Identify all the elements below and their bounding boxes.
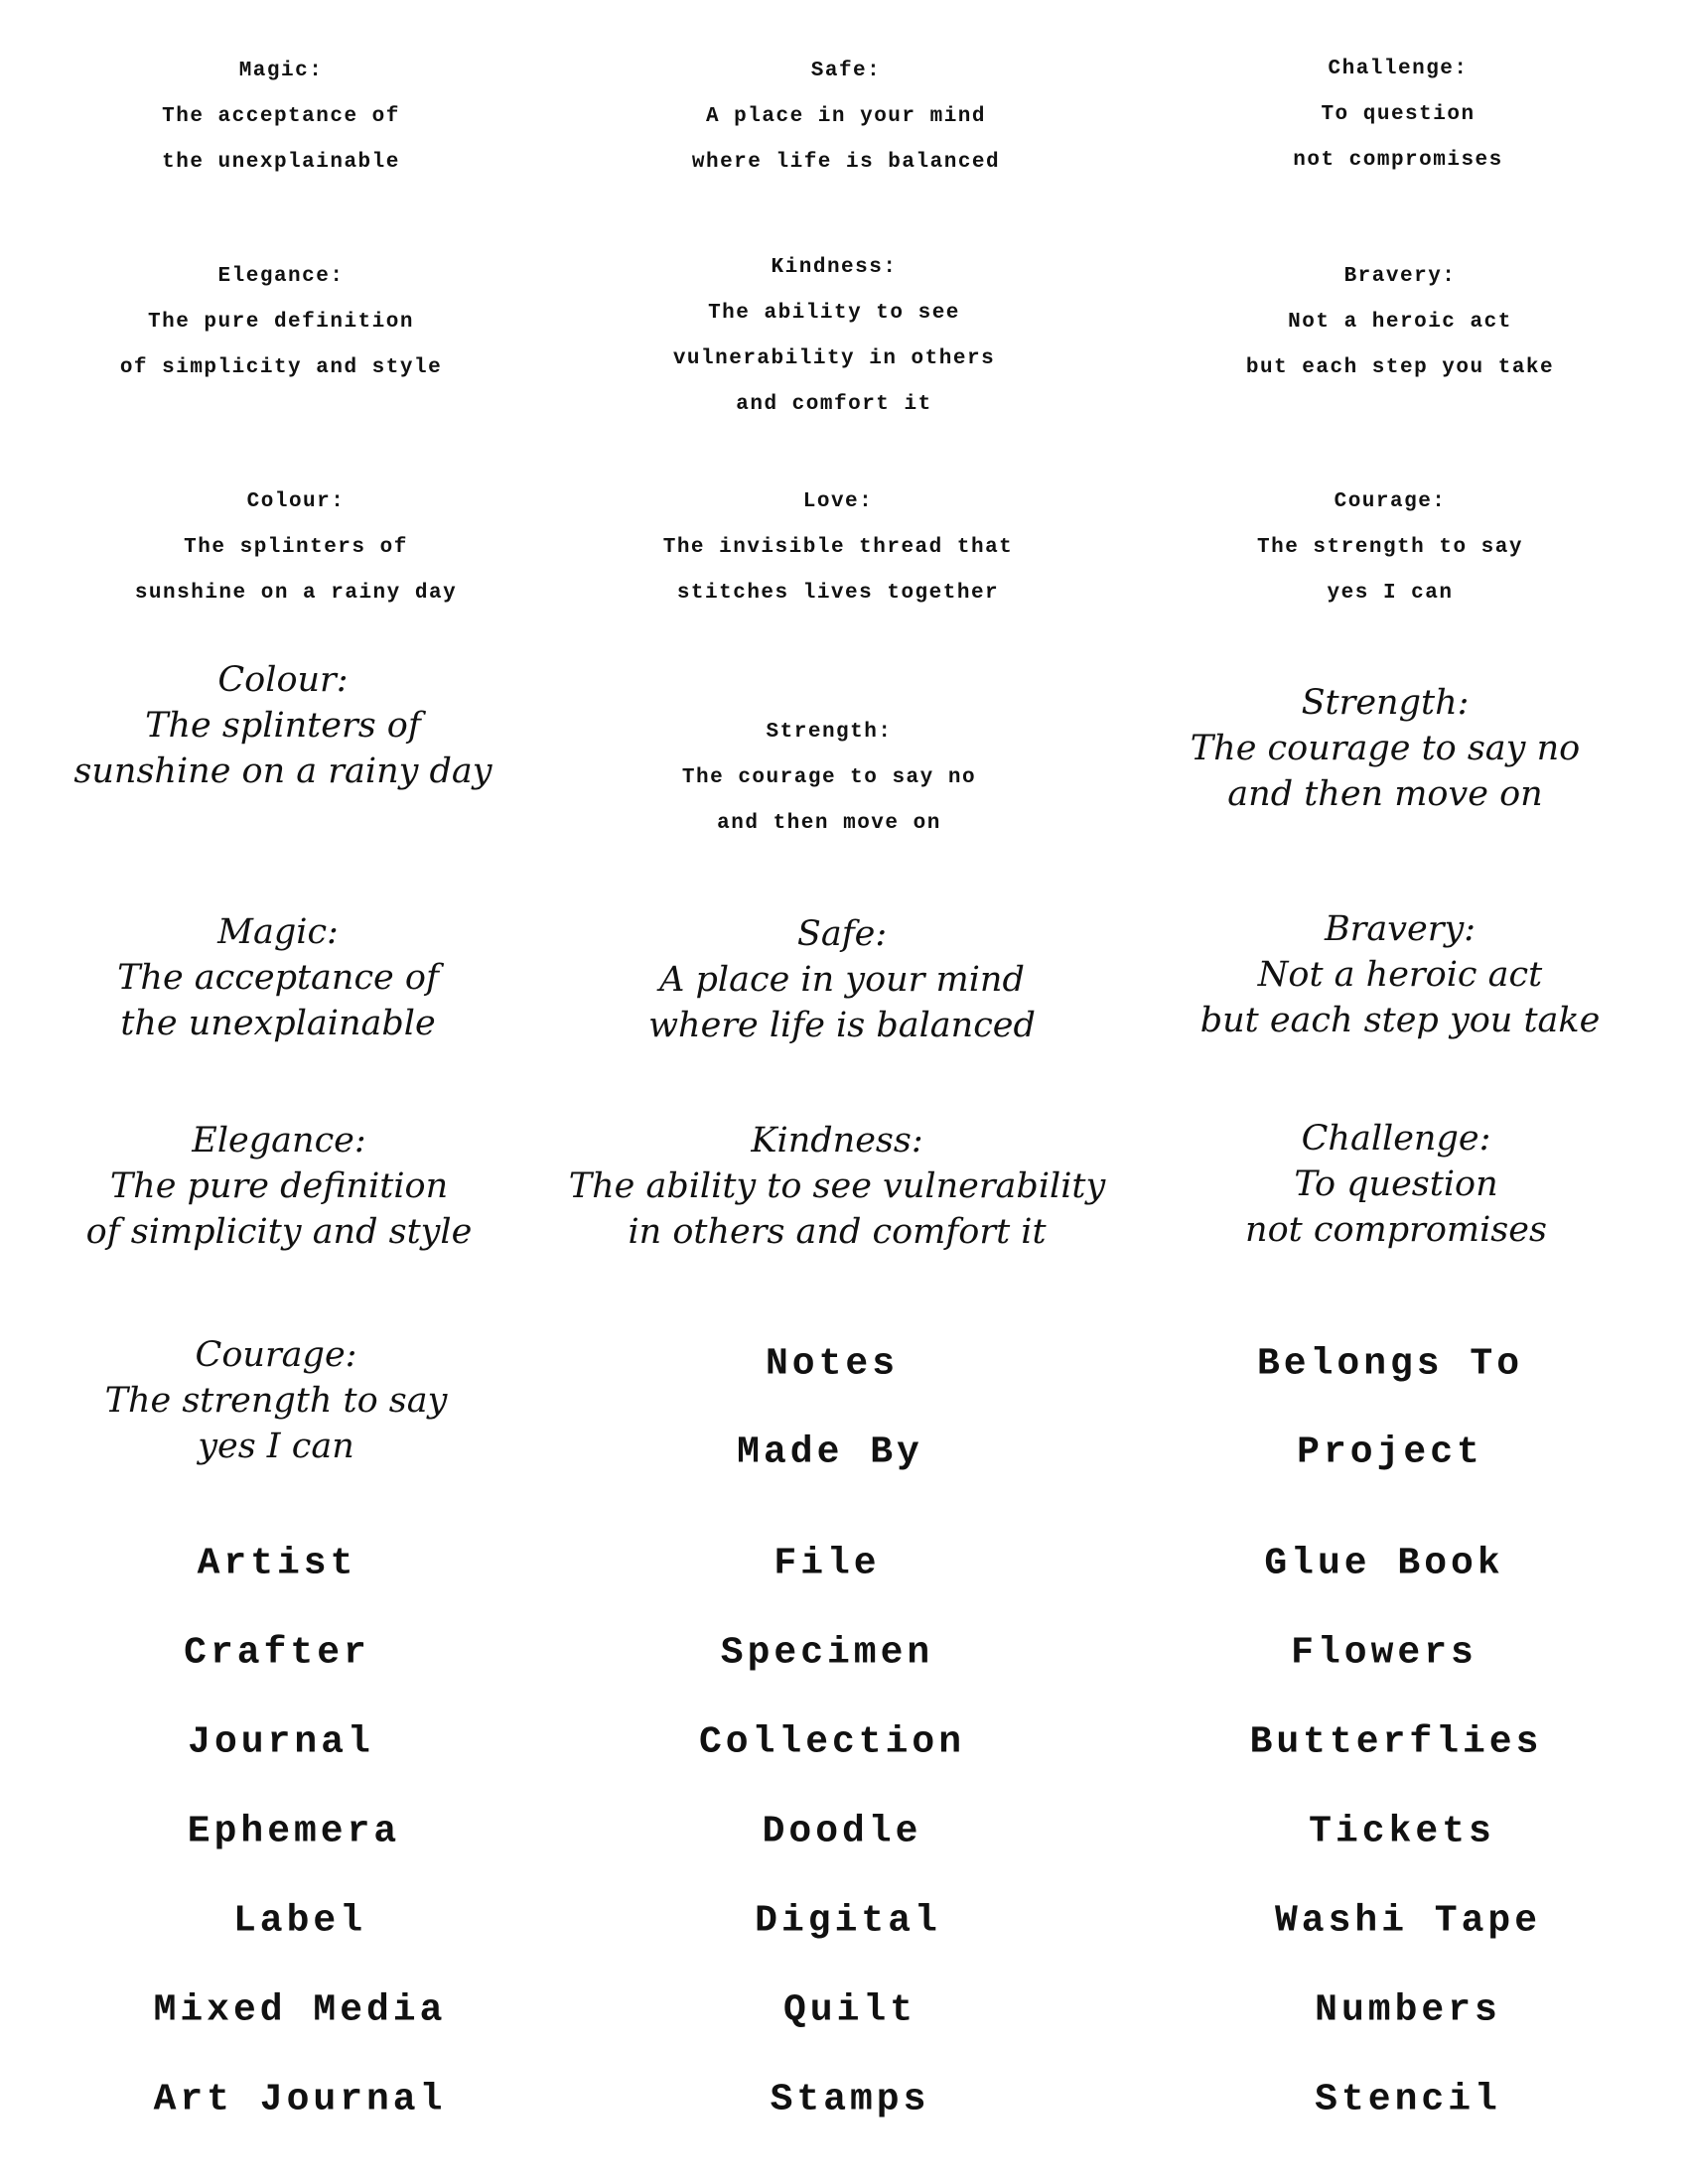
definition-word: Magic: <box>217 912 339 952</box>
italic-definition-challenge <box>1245 1116 1547 1253</box>
definition-line: of simplicity and style <box>119 356 443 379</box>
typewriter-definition-love <box>663 479 1014 616</box>
label-journal: Journal <box>188 1720 374 1764</box>
label-label: Label <box>232 1899 367 1943</box>
italic-definition-colour <box>73 657 492 794</box>
definition-word: Kindness: <box>771 256 898 279</box>
definition-line: The pure definition <box>109 1166 449 1206</box>
definition-line: The strength to say <box>104 1381 448 1421</box>
label-washi-tape: Washi Tape <box>1274 1899 1542 1943</box>
definition-line: in others and comfort it <box>628 1212 1047 1252</box>
typewriter-definition-strength <box>682 710 976 847</box>
label-butterflies: Butterflies <box>1249 1720 1543 1764</box>
typewriter-definition-courage <box>1257 479 1523 616</box>
definition-word: Elegance: <box>192 1121 366 1160</box>
definition-line: and then move on <box>717 812 941 835</box>
definition-line: sunshine on a rainy day <box>73 751 492 791</box>
definition-line: yes I can <box>198 1427 354 1466</box>
definition-line: The pure definition <box>148 311 414 334</box>
definition-line: vulnerability in others <box>672 347 996 370</box>
label-artist: Artist <box>197 1542 357 1585</box>
definition-line: but each step you take <box>1199 1001 1601 1040</box>
label-belongs-to: Belongs To <box>1256 1342 1524 1386</box>
label-project: Project <box>1297 1431 1483 1474</box>
typewriter-definition-magic <box>162 49 400 186</box>
label-made-by: Made By <box>737 1431 923 1474</box>
definition-line: To question <box>1321 103 1476 126</box>
definition-line: The acceptance of <box>117 958 439 998</box>
definition-word: Strength: <box>766 721 893 744</box>
definition-line: The courage to say no <box>681 766 977 789</box>
definition-line: The strength to say <box>1257 536 1523 559</box>
label-art-journal: Art Journal <box>153 2078 447 2121</box>
definition-line: where life is balanced <box>648 1006 1036 1045</box>
typewriter-definition-elegance <box>120 254 442 391</box>
definition-word: Elegance: <box>217 265 345 288</box>
typewriter-definition-challenge <box>1293 47 1503 184</box>
definition-line: stitches lives together <box>676 582 1000 605</box>
definition-word: Safe: <box>810 60 882 82</box>
definition-line: yes I can <box>1327 582 1454 605</box>
definition-word: Challenge: <box>1328 58 1469 80</box>
definition-line: Not a heroic act <box>1288 311 1512 334</box>
label-notes: Notes <box>765 1342 900 1386</box>
definition-word: Colour: <box>217 660 349 700</box>
definition-line: The ability to see <box>708 302 960 325</box>
italic-definition-magic <box>117 909 439 1046</box>
definition-line: not compromises <box>1293 149 1503 172</box>
definition-line: The invisible thread that <box>662 536 1014 559</box>
definition-line: the unexplainable <box>120 1004 436 1043</box>
definition-line: but each step you take <box>1245 356 1555 379</box>
definition-word: Love: <box>802 490 874 513</box>
label-numbers: Numbers <box>1315 1988 1501 2032</box>
italic-definition-bravery <box>1200 906 1601 1043</box>
label-stencil: Stencil <box>1315 2078 1501 2121</box>
label-collection: Collection <box>698 1720 966 1764</box>
typewriter-definition-safe <box>692 49 1000 186</box>
typewriter-definition-kindness <box>673 245 995 428</box>
definition-line: The courage to say no <box>1190 729 1581 768</box>
label-stamps: Stamps <box>770 2078 930 2121</box>
definition-line: The ability to see vulnerability <box>568 1166 1106 1206</box>
label-crafter: Crafter <box>184 1631 370 1675</box>
definition-line: where life is balanced <box>691 151 1001 174</box>
italic-definition-kindness <box>569 1118 1106 1255</box>
definition-word: Bravery: <box>1343 265 1457 288</box>
label-specimen: Specimen <box>720 1631 934 1675</box>
typewriter-definition-colour <box>135 479 457 616</box>
label-doodle: Doodle <box>762 1810 922 1853</box>
definition-line: not compromises <box>1245 1210 1547 1250</box>
definition-word: Magic: <box>238 60 324 82</box>
definition-line: A place in your mind <box>659 960 1025 1000</box>
label-tickets: Tickets <box>1309 1810 1495 1853</box>
definition-line: the unexplainable <box>162 151 400 174</box>
definition-word: Courage: <box>1334 490 1447 513</box>
label-ephemera: Ephemera <box>187 1810 401 1853</box>
definition-word: Bravery: <box>1324 909 1477 949</box>
definition-line: The acceptance of <box>162 105 400 128</box>
definition-line: and comfort it <box>736 393 932 416</box>
definition-line: Not a heroic act <box>1257 955 1543 995</box>
typewriter-definition-bravery <box>1246 254 1554 391</box>
definition-line: sunshine on a rainy day <box>134 582 458 605</box>
italic-definition-elegance <box>86 1118 473 1255</box>
definition-word: Challenge: <box>1301 1119 1491 1159</box>
definition-line: To question <box>1294 1164 1498 1204</box>
definition-line: and then move on <box>1227 774 1543 814</box>
label-mixed-media: Mixed Media <box>153 1988 447 2032</box>
label-glue-book: Glue Book <box>1264 1542 1504 1585</box>
italic-definition-safe <box>648 911 1036 1048</box>
definition-line: The splinters of <box>145 706 421 746</box>
italic-definition-strength <box>1191 680 1580 817</box>
definition-word: Strength: <box>1301 683 1470 723</box>
label-digital: Digital <box>755 1899 941 1943</box>
definition-word: Colour: <box>246 490 346 513</box>
definition-word: Kindness: <box>751 1121 923 1160</box>
italic-definition-courage <box>105 1332 448 1469</box>
definition-word: Courage: <box>195 1335 357 1375</box>
definition-word: Safe: <box>796 914 888 954</box>
label-file: File <box>774 1542 881 1585</box>
label-flowers: Flowers <box>1291 1631 1477 1675</box>
definition-line: The splinters of <box>184 536 408 559</box>
label-quilt: Quilt <box>782 1988 917 2032</box>
definition-line: A place in your mind <box>705 105 987 128</box>
definition-line: of simplicity and style <box>85 1212 473 1252</box>
